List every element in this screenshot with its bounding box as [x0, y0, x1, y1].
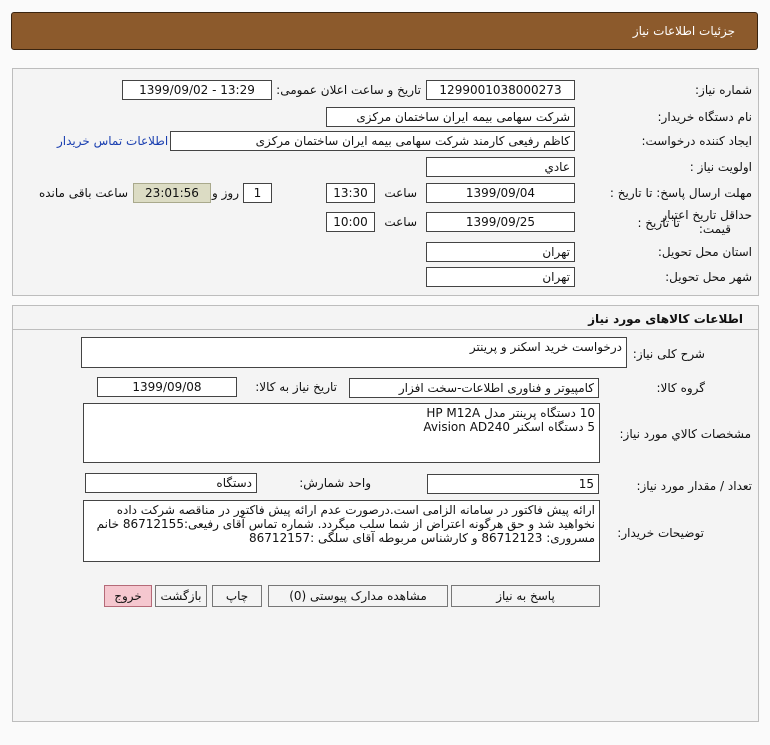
- deadline-label: مهلت ارسال پاسخ: تا تاریخ :: [609, 186, 752, 200]
- priority-label: اولویت نیاز :: [689, 160, 752, 174]
- need-number-field: 1299001038000273: [426, 80, 575, 100]
- qty-label: تعداد / مقدار مورد نیاز:: [636, 479, 752, 493]
- need-number-label: شماره نیاز:: [695, 83, 752, 97]
- print-button[interactable]: چاپ: [212, 585, 262, 607]
- need-date-label: تاریخ نیاز به کالا:: [255, 380, 337, 394]
- buyer-contact-link[interactable]: اطلاعات تماس خریدار: [57, 134, 169, 148]
- announce-label: تاریخ و ساعت اعلان عمومی:: [276, 83, 421, 97]
- announce-field: 1399/09/02 - 13:29: [122, 80, 272, 100]
- validity-until-label: تا تاریخ :: [637, 216, 680, 230]
- buyer-org-field: شرکت سهامی بیمه ایران ساختمان مرکزی: [326, 107, 575, 127]
- deadline-time-label: ساعت: [384, 186, 417, 200]
- remaining-time-field: 23:01:56: [133, 183, 211, 203]
- spec-line: 10 دستگاه پرینتر مدل HP M12A: [426, 406, 595, 420]
- goods-section-title: اطلاعات کالاهای مورد نیاز: [588, 312, 743, 326]
- back-button[interactable]: بازگشت: [155, 585, 207, 607]
- unit-label: واحد شمارش:: [299, 476, 371, 490]
- city-label: شهر محل تحویل:: [665, 270, 752, 284]
- validity-time-label: ساعت: [384, 215, 417, 229]
- qty-field: 15: [427, 474, 599, 494]
- deadline-date-field: 1399/09/04: [426, 183, 575, 203]
- specs-field: [83, 403, 600, 463]
- requester-label: ایجاد کننده درخواست:: [641, 134, 752, 148]
- need-info-panel: [12, 68, 759, 296]
- respond-button[interactable]: پاسخ به نیاز: [451, 585, 600, 607]
- requester-field: کاظم رفیعی کارمند شرکت سهامی بیمه ایران ساختمان مرکزی: [170, 131, 575, 151]
- view-attachments-button[interactable]: مشاهده مدارک پیوستی (0): [268, 585, 448, 607]
- spec-line: 5 دستگاه اسکنر Avision AD240: [423, 420, 595, 434]
- notes-label: توضیحات خریدار:: [617, 526, 704, 540]
- days-label: روز و: [212, 186, 239, 200]
- province-field: تهران: [426, 242, 575, 262]
- validity-date-field: 1399/09/25: [426, 212, 575, 232]
- need-date-field: 1399/09/08: [97, 377, 237, 397]
- specs-label: مشخصات کالاي مورد نياز:: [619, 427, 751, 441]
- priority-field: عادي: [426, 157, 575, 177]
- validity-label-2: قیمت:: [698, 222, 731, 236]
- group-label: گروه کالا:: [656, 381, 705, 395]
- summary-label: شرح کلی نیاز:: [632, 347, 705, 361]
- page-title: جزئیات اطلاعات نیاز: [632, 24, 735, 38]
- page-header: [11, 12, 758, 50]
- exit-button[interactable]: خروج: [104, 585, 152, 607]
- goods-title-divider: [12, 329, 759, 330]
- notes-field: ارائه پیش فاکتور در سامانه الزامی است.درصورت عدم ارائه پیش فاکتور در مناقصه شرکت داده نخواهید شد و حق هرگونه اعتراض از شما سلب میگردد. شماره تماس آقای رفیعی:86712155 خانم مسروری: 86712123 و کارشناس مربوطه آقای سلگی :86712157: [83, 500, 600, 562]
- city-field: تهران: [426, 267, 575, 287]
- summary-field: درخواست خرید اسکنر و پرینتر: [81, 337, 627, 368]
- buyer-org-label: نام دستگاه خریدار:: [657, 110, 752, 124]
- days-remaining-field: 1: [243, 183, 272, 203]
- validity-label: حداقل تاریخ اعتبار: [661, 208, 752, 222]
- province-label: استان محل تحویل:: [657, 245, 752, 259]
- validity-time-field: 10:00: [326, 212, 375, 232]
- remaining-label: ساعت باقی مانده: [38, 186, 128, 200]
- unit-field: دستگاه: [85, 473, 257, 493]
- group-field: کامپیوتر و فناوری اطلاعات-سخت افزار: [349, 378, 599, 398]
- deadline-time-field: 13:30: [326, 183, 375, 203]
